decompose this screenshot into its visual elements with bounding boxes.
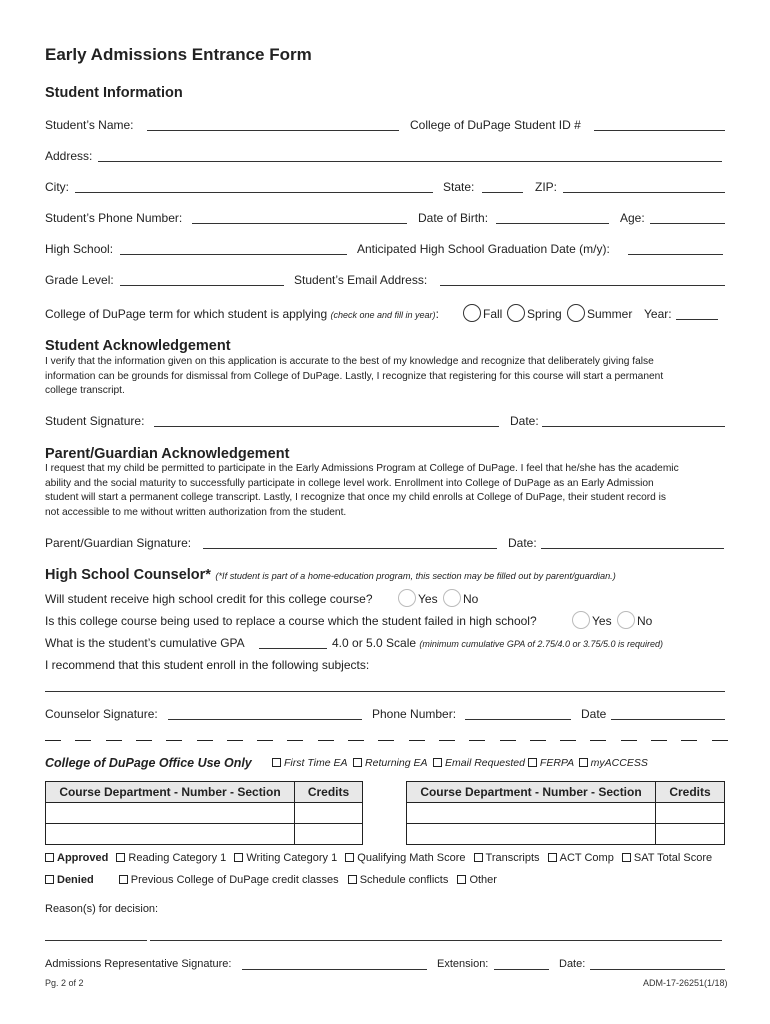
high-school-label: High School: bbox=[45, 242, 114, 256]
parent-ack-line: ability and the social maturity to successfully participate in college level work. Enrollment into College of DuPage as an Early Admission bbox=[45, 477, 654, 489]
age-field[interactable] bbox=[650, 223, 725, 224]
rep-signature-field[interactable] bbox=[242, 969, 427, 970]
student-ack-line: information can be grounds for dismissal from College of DuPage. Lastly, I recognize that registering for this course will start a permanent bbox=[45, 370, 664, 382]
dob-field[interactable] bbox=[496, 223, 609, 224]
phone-field[interactable] bbox=[192, 223, 407, 224]
cut-line-dash bbox=[227, 740, 243, 741]
course-cell[interactable] bbox=[407, 803, 656, 824]
gpa-field[interactable] bbox=[259, 648, 327, 649]
cut-line-dash bbox=[257, 740, 273, 741]
cut-line-dash bbox=[197, 740, 213, 741]
state-label: State: bbox=[443, 180, 475, 194]
state-field[interactable] bbox=[482, 192, 523, 193]
credit-no-label: No bbox=[463, 592, 479, 606]
cut-line-dash bbox=[136, 740, 152, 741]
student-date-field[interactable] bbox=[542, 426, 725, 427]
parent-ack-text bbox=[45, 462, 679, 520]
term-row bbox=[45, 307, 439, 321]
checkbox-icon bbox=[45, 853, 54, 862]
term-label: College of DuPage term for which student is applying bbox=[45, 307, 328, 321]
approved-check[interactable] bbox=[45, 852, 108, 864]
grad-date-field[interactable] bbox=[628, 254, 723, 255]
ferpa-label: FERPA bbox=[539, 757, 574, 769]
other-check[interactable] bbox=[457, 874, 497, 886]
counselor-heading-row bbox=[45, 566, 616, 584]
parent-ack-line: I request that my child be permitted to participate in the Early Admissions Program at College of DuPage. I feel that he/she has the academic bbox=[45, 463, 679, 474]
credits-cell[interactable] bbox=[295, 803, 363, 824]
other-label: Other bbox=[469, 874, 497, 886]
email-field[interactable] bbox=[440, 285, 725, 286]
address-label: Address: bbox=[45, 149, 93, 163]
high-school-field[interactable] bbox=[120, 254, 347, 255]
approved-label: Approved bbox=[57, 852, 109, 864]
previous-credit-check[interactable] bbox=[119, 874, 339, 886]
replace-question: Is this college course being used to replace a course which the student failed in high school? bbox=[45, 614, 537, 628]
dob-label: Date of Birth: bbox=[418, 211, 489, 225]
reading-label: Reading Category 1 bbox=[128, 852, 227, 864]
cut-line-dash bbox=[287, 740, 303, 741]
cut-line-dash bbox=[621, 740, 637, 741]
cut-line-dash bbox=[166, 740, 182, 741]
cut-line-dash bbox=[75, 740, 91, 741]
credit-yes-radio[interactable] bbox=[398, 589, 416, 607]
cut-line-dash bbox=[318, 740, 334, 741]
cut-line-dash bbox=[409, 740, 425, 741]
schedule-conflicts-check[interactable] bbox=[348, 874, 449, 886]
cut-line-dash bbox=[106, 740, 122, 741]
checkbox-icon bbox=[348, 875, 357, 884]
schedule-conflicts-label: Schedule conflicts bbox=[359, 874, 449, 886]
office-heading: College of DuPage Office Use Only bbox=[45, 756, 252, 770]
student-name-field[interactable] bbox=[147, 130, 399, 131]
cut-line-dash bbox=[712, 740, 728, 741]
counselor-date-label: Date bbox=[581, 707, 607, 721]
address-field[interactable] bbox=[98, 161, 722, 162]
checkbox-icon bbox=[457, 875, 466, 884]
checkbox-icon bbox=[45, 875, 54, 884]
grad-date-label: Anticipated High School Graduation Date (m/y): bbox=[357, 242, 610, 256]
ferpa-check[interactable] bbox=[528, 757, 574, 769]
form-code: ADM-17-26251(1/18) bbox=[643, 978, 728, 988]
student-ack-text bbox=[45, 355, 663, 399]
course-cell[interactable] bbox=[46, 803, 295, 824]
replace-yes-label: Yes bbox=[592, 614, 612, 628]
math-check[interactable] bbox=[345, 852, 465, 864]
act-label: ACT Comp bbox=[559, 852, 614, 864]
credits-cell[interactable] bbox=[656, 824, 725, 845]
counselor-phone-field[interactable] bbox=[465, 719, 571, 720]
rep-date-field[interactable] bbox=[590, 969, 725, 970]
credits-cell[interactable] bbox=[295, 824, 363, 845]
returning-ea-label: Returning EA bbox=[365, 757, 428, 769]
credits-cell[interactable] bbox=[656, 803, 725, 824]
counselor-heading-note: (*If student is part of a home-education program, this section may be filled out by parent/guardian.) bbox=[215, 571, 616, 581]
act-check[interactable] bbox=[548, 852, 614, 864]
checkbox-icon bbox=[345, 853, 354, 862]
email-requested-check[interactable] bbox=[433, 757, 525, 769]
office-checks bbox=[272, 757, 648, 769]
parent-signature-field[interactable] bbox=[203, 548, 497, 549]
email-label: Student’s Email Address: bbox=[294, 273, 428, 287]
term-spring-radio[interactable] bbox=[507, 304, 525, 322]
city-label: City: bbox=[45, 180, 69, 194]
email-requested-label: Email Requested bbox=[445, 757, 525, 769]
extension-field[interactable] bbox=[494, 969, 549, 970]
gpa-scale: 4.0 or 5.0 Scale bbox=[332, 636, 417, 650]
cut-line-dash bbox=[560, 740, 576, 741]
student-id-label: College of DuPage Student ID # bbox=[410, 118, 581, 132]
denied-label: Denied bbox=[57, 874, 94, 886]
sat-check[interactable] bbox=[622, 852, 712, 864]
credits-header: Credits bbox=[656, 782, 725, 803]
cut-line-dash bbox=[651, 740, 667, 741]
previous-credit-label: Previous College of DuPage credit classes bbox=[130, 874, 339, 886]
rep-date-label: Date: bbox=[559, 958, 586, 970]
term-spring-label: Spring bbox=[527, 307, 562, 321]
term-fall-radio[interactable] bbox=[463, 304, 481, 322]
first-time-ea-check[interactable] bbox=[272, 757, 347, 769]
rep-signature-label: Admissions Representative Signature: bbox=[45, 958, 232, 970]
gpa-note: (minimum cumulative GPA of 2.75/4.0 or 3.75/5.0 is required) bbox=[419, 639, 664, 649]
year-field[interactable] bbox=[676, 319, 718, 320]
checkbox-icon bbox=[528, 758, 537, 767]
parent-ack-line: not accessible to me without written authorization from the student. bbox=[45, 506, 347, 518]
term-fall-label: Fall bbox=[483, 307, 503, 321]
student-ack-line: college transcript. bbox=[45, 385, 125, 397]
term-colon: : bbox=[435, 307, 439, 321]
checkbox-icon bbox=[474, 853, 483, 862]
transcripts-check[interactable] bbox=[474, 852, 540, 864]
student-signature-field[interactable] bbox=[154, 426, 499, 427]
checkbox-icon bbox=[272, 758, 281, 767]
course-table-right bbox=[406, 781, 725, 845]
denied-check[interactable] bbox=[45, 874, 94, 886]
course-cell[interactable] bbox=[46, 824, 295, 845]
student-id-field[interactable] bbox=[594, 130, 725, 131]
checkbox-icon bbox=[622, 853, 631, 862]
student-name-label: Student’s Name: bbox=[45, 118, 134, 132]
zip-label: ZIP: bbox=[535, 180, 558, 194]
extension-label: Extension: bbox=[437, 958, 489, 970]
checkbox-icon bbox=[119, 875, 128, 884]
reasons-label: Reason(s) for decision: bbox=[45, 903, 159, 915]
page-number: Pg. 2 of 2 bbox=[45, 978, 84, 988]
returning-ea-check[interactable] bbox=[353, 757, 427, 769]
term-summer-label: Summer bbox=[587, 307, 633, 321]
cut-line-dash bbox=[348, 740, 364, 741]
parent-date-field[interactable] bbox=[541, 548, 724, 549]
parent-ack-heading: Parent/Guardian Acknowledgement bbox=[45, 446, 290, 462]
form-title: Early Admissions Entrance Form bbox=[45, 45, 312, 64]
recommend-field[interactable] bbox=[45, 691, 725, 692]
transcripts-label: Transcripts bbox=[485, 852, 540, 864]
checkbox-icon bbox=[116, 853, 125, 862]
counselor-phone-label: Phone Number: bbox=[372, 707, 457, 721]
student-signature-label: Student Signature: bbox=[45, 414, 145, 428]
replace-no-label: No bbox=[637, 614, 653, 628]
myaccess-check[interactable] bbox=[579, 757, 648, 769]
phone-label: Student’s Phone Number: bbox=[45, 211, 183, 225]
checkbox-icon bbox=[433, 758, 442, 767]
checkbox-icon bbox=[234, 853, 243, 862]
first-time-ea-label: First Time EA bbox=[284, 757, 348, 769]
gpa-scale-row bbox=[332, 636, 663, 650]
math-label: Qualifying Math Score bbox=[357, 852, 466, 864]
student-ack-line: I verify that the information given on this application is accurate to the best of my knowledge and recognize that deliberately giving false bbox=[45, 356, 654, 367]
credits-header: Credits bbox=[295, 782, 363, 803]
counselor-heading: High School Counselor* bbox=[45, 567, 211, 583]
gpa-label: What is the student’s cumulative GPA bbox=[45, 636, 245, 650]
cut-line-dash bbox=[500, 740, 516, 741]
cut-line-dash bbox=[45, 740, 61, 741]
counselor-signature-label: Counselor Signature: bbox=[45, 707, 158, 721]
city-field[interactable] bbox=[75, 192, 433, 193]
parent-date-label: Date: bbox=[508, 536, 537, 550]
sat-label: SAT Total Score bbox=[633, 852, 713, 864]
student-ack-heading: Student Acknowledgement bbox=[45, 338, 231, 354]
writing-label: Writing Category 1 bbox=[246, 852, 338, 864]
cut-line-dash bbox=[681, 740, 697, 741]
myaccess-label: myACCESS bbox=[590, 757, 648, 769]
cut-line-dash bbox=[590, 740, 606, 741]
cut-line-dash bbox=[469, 740, 485, 741]
writing-check[interactable] bbox=[234, 852, 337, 864]
grade-label: Grade Level: bbox=[45, 273, 114, 287]
student-info-heading: Student Information bbox=[45, 85, 183, 101]
counselor-date-field[interactable] bbox=[611, 719, 725, 720]
course-cell[interactable] bbox=[407, 824, 656, 845]
denied-row bbox=[45, 874, 497, 886]
counselor-signature-field[interactable] bbox=[168, 719, 362, 720]
replace-no-radio[interactable] bbox=[617, 611, 635, 629]
term-note: (check one and fill in year) bbox=[330, 310, 436, 320]
cut-line-dash bbox=[378, 740, 394, 741]
year-label: Year: bbox=[644, 307, 672, 321]
reasons-field-2[interactable] bbox=[150, 940, 722, 941]
recommend-label: I recommend that this student enroll in the following subjects: bbox=[45, 658, 370, 672]
student-date-label: Date: bbox=[510, 414, 539, 428]
checkbox-icon bbox=[353, 758, 362, 767]
checkbox-icon bbox=[579, 758, 588, 767]
age-label: Age: bbox=[620, 211, 645, 225]
course-header: Course Department - Number - Section bbox=[46, 782, 295, 803]
term-summer-radio[interactable] bbox=[567, 304, 585, 322]
reading-check[interactable] bbox=[116, 852, 226, 864]
approved-row bbox=[45, 852, 712, 864]
credit-yes-label: Yes bbox=[418, 592, 438, 606]
credit-question: Will student receive high school credit for this college course? bbox=[45, 592, 373, 606]
course-header: Course Department - Number - Section bbox=[407, 782, 656, 803]
parent-ack-line: student will start a permanent college transcript. Lastly, I recognize that once my child enrolls at College of DuPage, their student record is bbox=[45, 492, 666, 504]
replace-yes-radio[interactable] bbox=[572, 611, 590, 629]
cut-line-dash bbox=[439, 740, 455, 741]
reasons-field-1[interactable] bbox=[45, 940, 147, 941]
course-table-left bbox=[45, 781, 363, 845]
zip-field[interactable] bbox=[563, 192, 725, 193]
credit-no-radio[interactable] bbox=[443, 589, 461, 607]
parent-signature-label: Parent/Guardian Signature: bbox=[45, 536, 192, 550]
grade-field[interactable] bbox=[120, 285, 284, 286]
checkbox-icon bbox=[548, 853, 557, 862]
cut-line-dash bbox=[530, 740, 546, 741]
